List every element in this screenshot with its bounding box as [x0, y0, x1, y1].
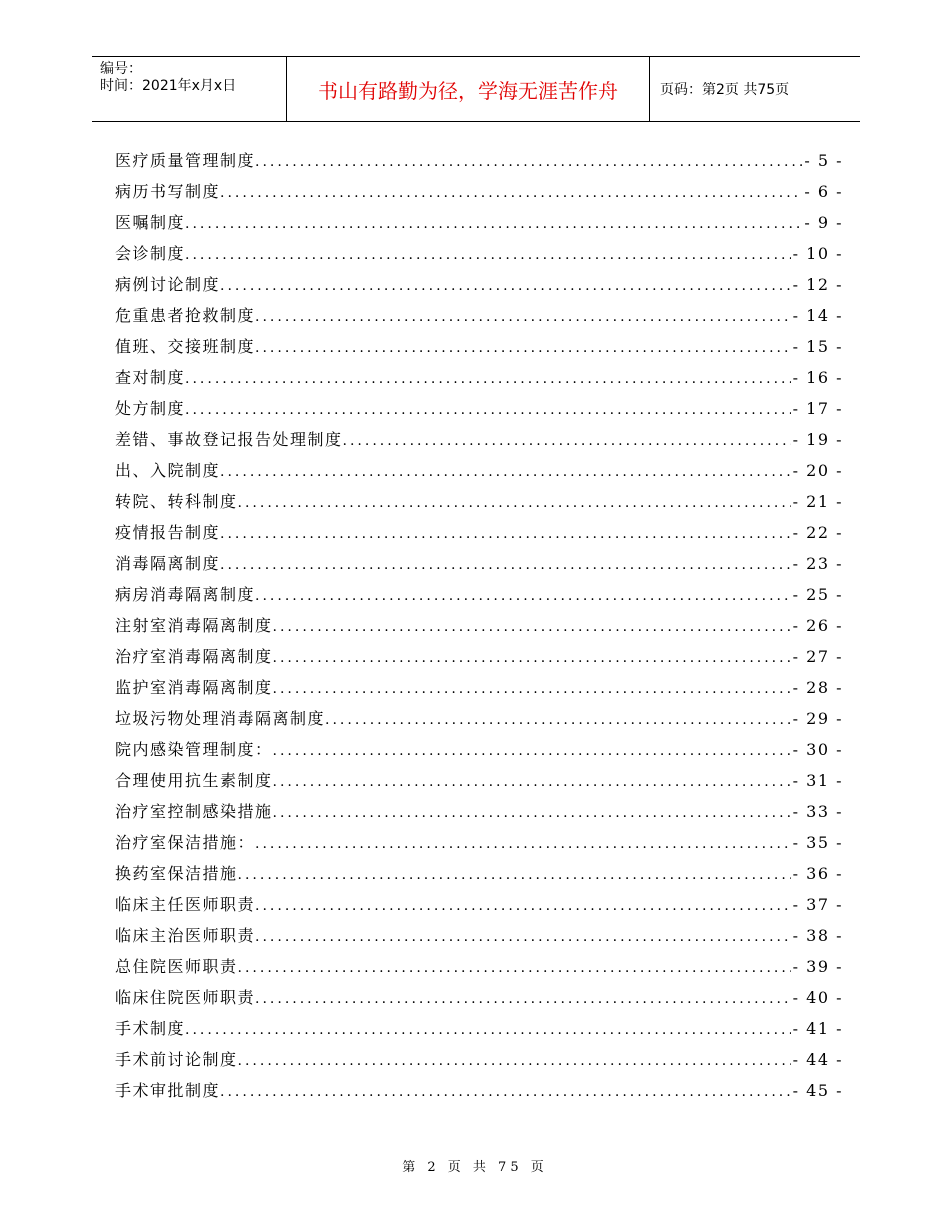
toc-entry-page: - 12 -: [792, 275, 843, 294]
toc-entry[interactable]: [115, 517, 843, 548]
toc-dot-leader: [273, 767, 791, 798]
toc-entry-title: 查对制度: [115, 368, 186, 387]
toc-entry[interactable]: [115, 176, 843, 207]
header-number-label: 编号：: [100, 61, 142, 77]
toc-entry-title: 院内感染管理制度：: [115, 740, 273, 759]
toc-entry-title: 病房消毒隔离制度: [115, 585, 256, 604]
header-time-label: 时间：2021年x月x日: [100, 78, 237, 94]
toc-entry[interactable]: [115, 238, 843, 269]
toc-entry-page: - 21 -: [792, 492, 843, 511]
toc-dot-leader: [273, 643, 791, 674]
toc-entry-page: - 37 -: [792, 895, 843, 914]
toc-entry[interactable]: [115, 1013, 843, 1044]
toc-dot-leader: [220, 178, 802, 209]
toc-entry-page: - 10 -: [792, 244, 843, 263]
toc-entry-title: 会诊制度: [115, 244, 186, 263]
toc-entry-page: - 14 -: [792, 306, 843, 325]
toc-dot-leader: [343, 426, 791, 457]
toc-entry-title: 换药室保洁措施: [115, 864, 238, 883]
toc-dot-leader: [255, 333, 791, 364]
toc-dot-leader: [220, 1077, 791, 1108]
toc-entry-title: 出、入院制度: [115, 461, 221, 480]
toc-entry-title: 手术前讨论制度: [115, 1050, 238, 1069]
toc-entry[interactable]: [115, 393, 843, 424]
toc-entry-page: - 40 -: [792, 988, 843, 1007]
toc-entry-page: - 38 -: [792, 926, 843, 945]
toc-entry-title: 医嘱制度: [115, 213, 186, 232]
toc-entry-title: 转院、转科制度: [115, 492, 238, 511]
toc-entry-title: 医疗质量管理制度: [115, 151, 256, 170]
toc-entry-page: - 20 -: [792, 461, 843, 480]
toc-dot-leader: [255, 891, 791, 922]
toc-entry[interactable]: [115, 734, 843, 765]
toc-entry-page: - 5 -: [804, 151, 843, 170]
toc-entry-page: - 45 -: [792, 1081, 843, 1100]
toc-entry[interactable]: [115, 207, 843, 238]
toc-dot-leader: [238, 953, 791, 984]
toc-entry[interactable]: [115, 982, 843, 1013]
toc-entry-title: 治疗室消毒隔离制度: [115, 647, 273, 666]
toc-entry-title: 总住院医师职责: [115, 957, 238, 976]
toc-entry-page: - 27 -: [792, 647, 843, 666]
toc-dot-leader: [255, 581, 791, 612]
toc-entry[interactable]: [115, 548, 843, 579]
toc-entry-page: - 30 -: [792, 740, 843, 759]
toc-dot-leader: [220, 519, 791, 550]
toc-entry-page: - 6 -: [804, 182, 843, 201]
toc-dot-leader: [273, 798, 791, 829]
toc-entry-page: - 26 -: [792, 616, 843, 635]
toc-entry-title: 垃圾污物处理消毒隔离制度: [115, 709, 326, 728]
toc-entry[interactable]: [115, 889, 843, 920]
page-footer: 第 2 页 共 75 页: [402, 1160, 548, 1175]
toc-entry[interactable]: [115, 951, 843, 982]
table-of-contents: [115, 145, 843, 1106]
toc-entry-title: 治疗室控制感染措施: [115, 802, 273, 821]
toc-dot-leader: [273, 612, 791, 643]
toc-dot-leader: [255, 829, 791, 860]
toc-entry-page: - 15 -: [792, 337, 843, 356]
toc-entry[interactable]: [115, 362, 843, 393]
toc-entry-page: - 31 -: [792, 771, 843, 790]
toc-dot-leader: [325, 705, 791, 736]
toc-entry-page: - 33 -: [792, 802, 843, 821]
toc-entry-page: - 36 -: [792, 864, 843, 883]
toc-entry[interactable]: [115, 300, 843, 331]
toc-entry-page: - 23 -: [792, 554, 843, 573]
toc-dot-leader: [255, 147, 802, 178]
toc-entry[interactable]: [115, 1044, 843, 1075]
toc-dot-leader: [273, 674, 791, 705]
toc-entry-title: 临床住院医师职责: [115, 988, 256, 1007]
toc-entry-page: - 39 -: [792, 957, 843, 976]
page-header: [92, 56, 860, 122]
toc-entry-title: 注射室消毒隔离制度: [115, 616, 273, 635]
toc-entry[interactable]: [115, 455, 843, 486]
toc-entry-title: 治疗室保洁措施：: [115, 833, 256, 852]
toc-entry[interactable]: [115, 145, 843, 176]
toc-entry[interactable]: [115, 641, 843, 672]
toc-dot-leader: [220, 271, 791, 302]
toc-dot-leader: [238, 1046, 791, 1077]
toc-entry-page: - 9 -: [804, 213, 843, 232]
toc-entry[interactable]: [115, 827, 843, 858]
toc-dot-leader: [185, 1015, 791, 1046]
toc-entry-title: 监护室消毒隔离制度: [115, 678, 273, 697]
toc-entry-page: - 41 -: [792, 1019, 843, 1038]
toc-entry[interactable]: [115, 858, 843, 889]
toc-entry-page: - 22 -: [792, 523, 843, 542]
toc-entry-title: 消毒隔离制度: [115, 554, 221, 573]
toc-entry-title: 疫情报告制度: [115, 523, 221, 542]
toc-entry[interactable]: [115, 765, 843, 796]
header-meta: [92, 57, 287, 121]
toc-dot-leader: [273, 736, 791, 767]
toc-entry[interactable]: [115, 269, 843, 300]
toc-entry-page: - 17 -: [792, 399, 843, 418]
toc-entry-title: 手术审批制度: [115, 1081, 221, 1100]
toc-entry-title: 值班、交接班制度: [115, 337, 256, 356]
toc-entry-title: 合理使用抗生素制度: [115, 771, 273, 790]
toc-entry-page: - 28 -: [792, 678, 843, 697]
toc-dot-leader: [185, 395, 791, 426]
toc-entry[interactable]: [115, 610, 843, 641]
toc-dot-leader: [238, 488, 791, 519]
toc-entry-title: 病例讨论制度: [115, 275, 221, 294]
toc-entry-title: 差错、事故登记报告处理制度: [115, 430, 343, 449]
toc-entry[interactable]: [115, 579, 843, 610]
toc-dot-leader: [220, 457, 791, 488]
toc-entry[interactable]: [115, 486, 843, 517]
toc-dot-leader: [185, 240, 791, 271]
toc-entry[interactable]: [115, 424, 843, 455]
toc-entry[interactable]: [115, 1075, 843, 1106]
toc-entry[interactable]: [115, 796, 843, 827]
toc-entry[interactable]: [115, 672, 843, 703]
toc-entry[interactable]: [115, 703, 843, 734]
toc-entry-page: - 44 -: [792, 1050, 843, 1069]
header-page-info: 页码：第2页 共75页: [660, 82, 790, 98]
toc-entry-page: - 29 -: [792, 709, 843, 728]
toc-dot-leader: [220, 550, 791, 581]
toc-dot-leader: [255, 922, 791, 953]
toc-entry-page: - 25 -: [792, 585, 843, 604]
toc-entry-title: 临床主治医师职责: [115, 926, 256, 945]
toc-dot-leader: [185, 209, 802, 240]
toc-entry-title: 临床主任医师职责: [115, 895, 256, 914]
toc-dot-leader: [255, 984, 791, 1015]
toc-dot-leader: [185, 364, 791, 395]
toc-dot-leader: [255, 302, 791, 333]
toc-entry-page: - 19 -: [792, 430, 843, 449]
toc-entry-title: 处方制度: [115, 399, 186, 418]
toc-entry-title: 手术制度: [115, 1019, 186, 1038]
toc-entry[interactable]: [115, 920, 843, 951]
toc-dot-leader: [238, 860, 791, 891]
toc-entry-title: 危重患者抢救制度: [115, 306, 256, 325]
toc-entry-page: - 16 -: [792, 368, 843, 387]
toc-entry-title: 病历书写制度: [115, 182, 221, 201]
toc-entry[interactable]: [115, 331, 843, 362]
toc-entry-page: - 35 -: [792, 833, 843, 852]
header-motto: 书山有路勤为径，学海无涯苦作舟: [287, 57, 650, 121]
